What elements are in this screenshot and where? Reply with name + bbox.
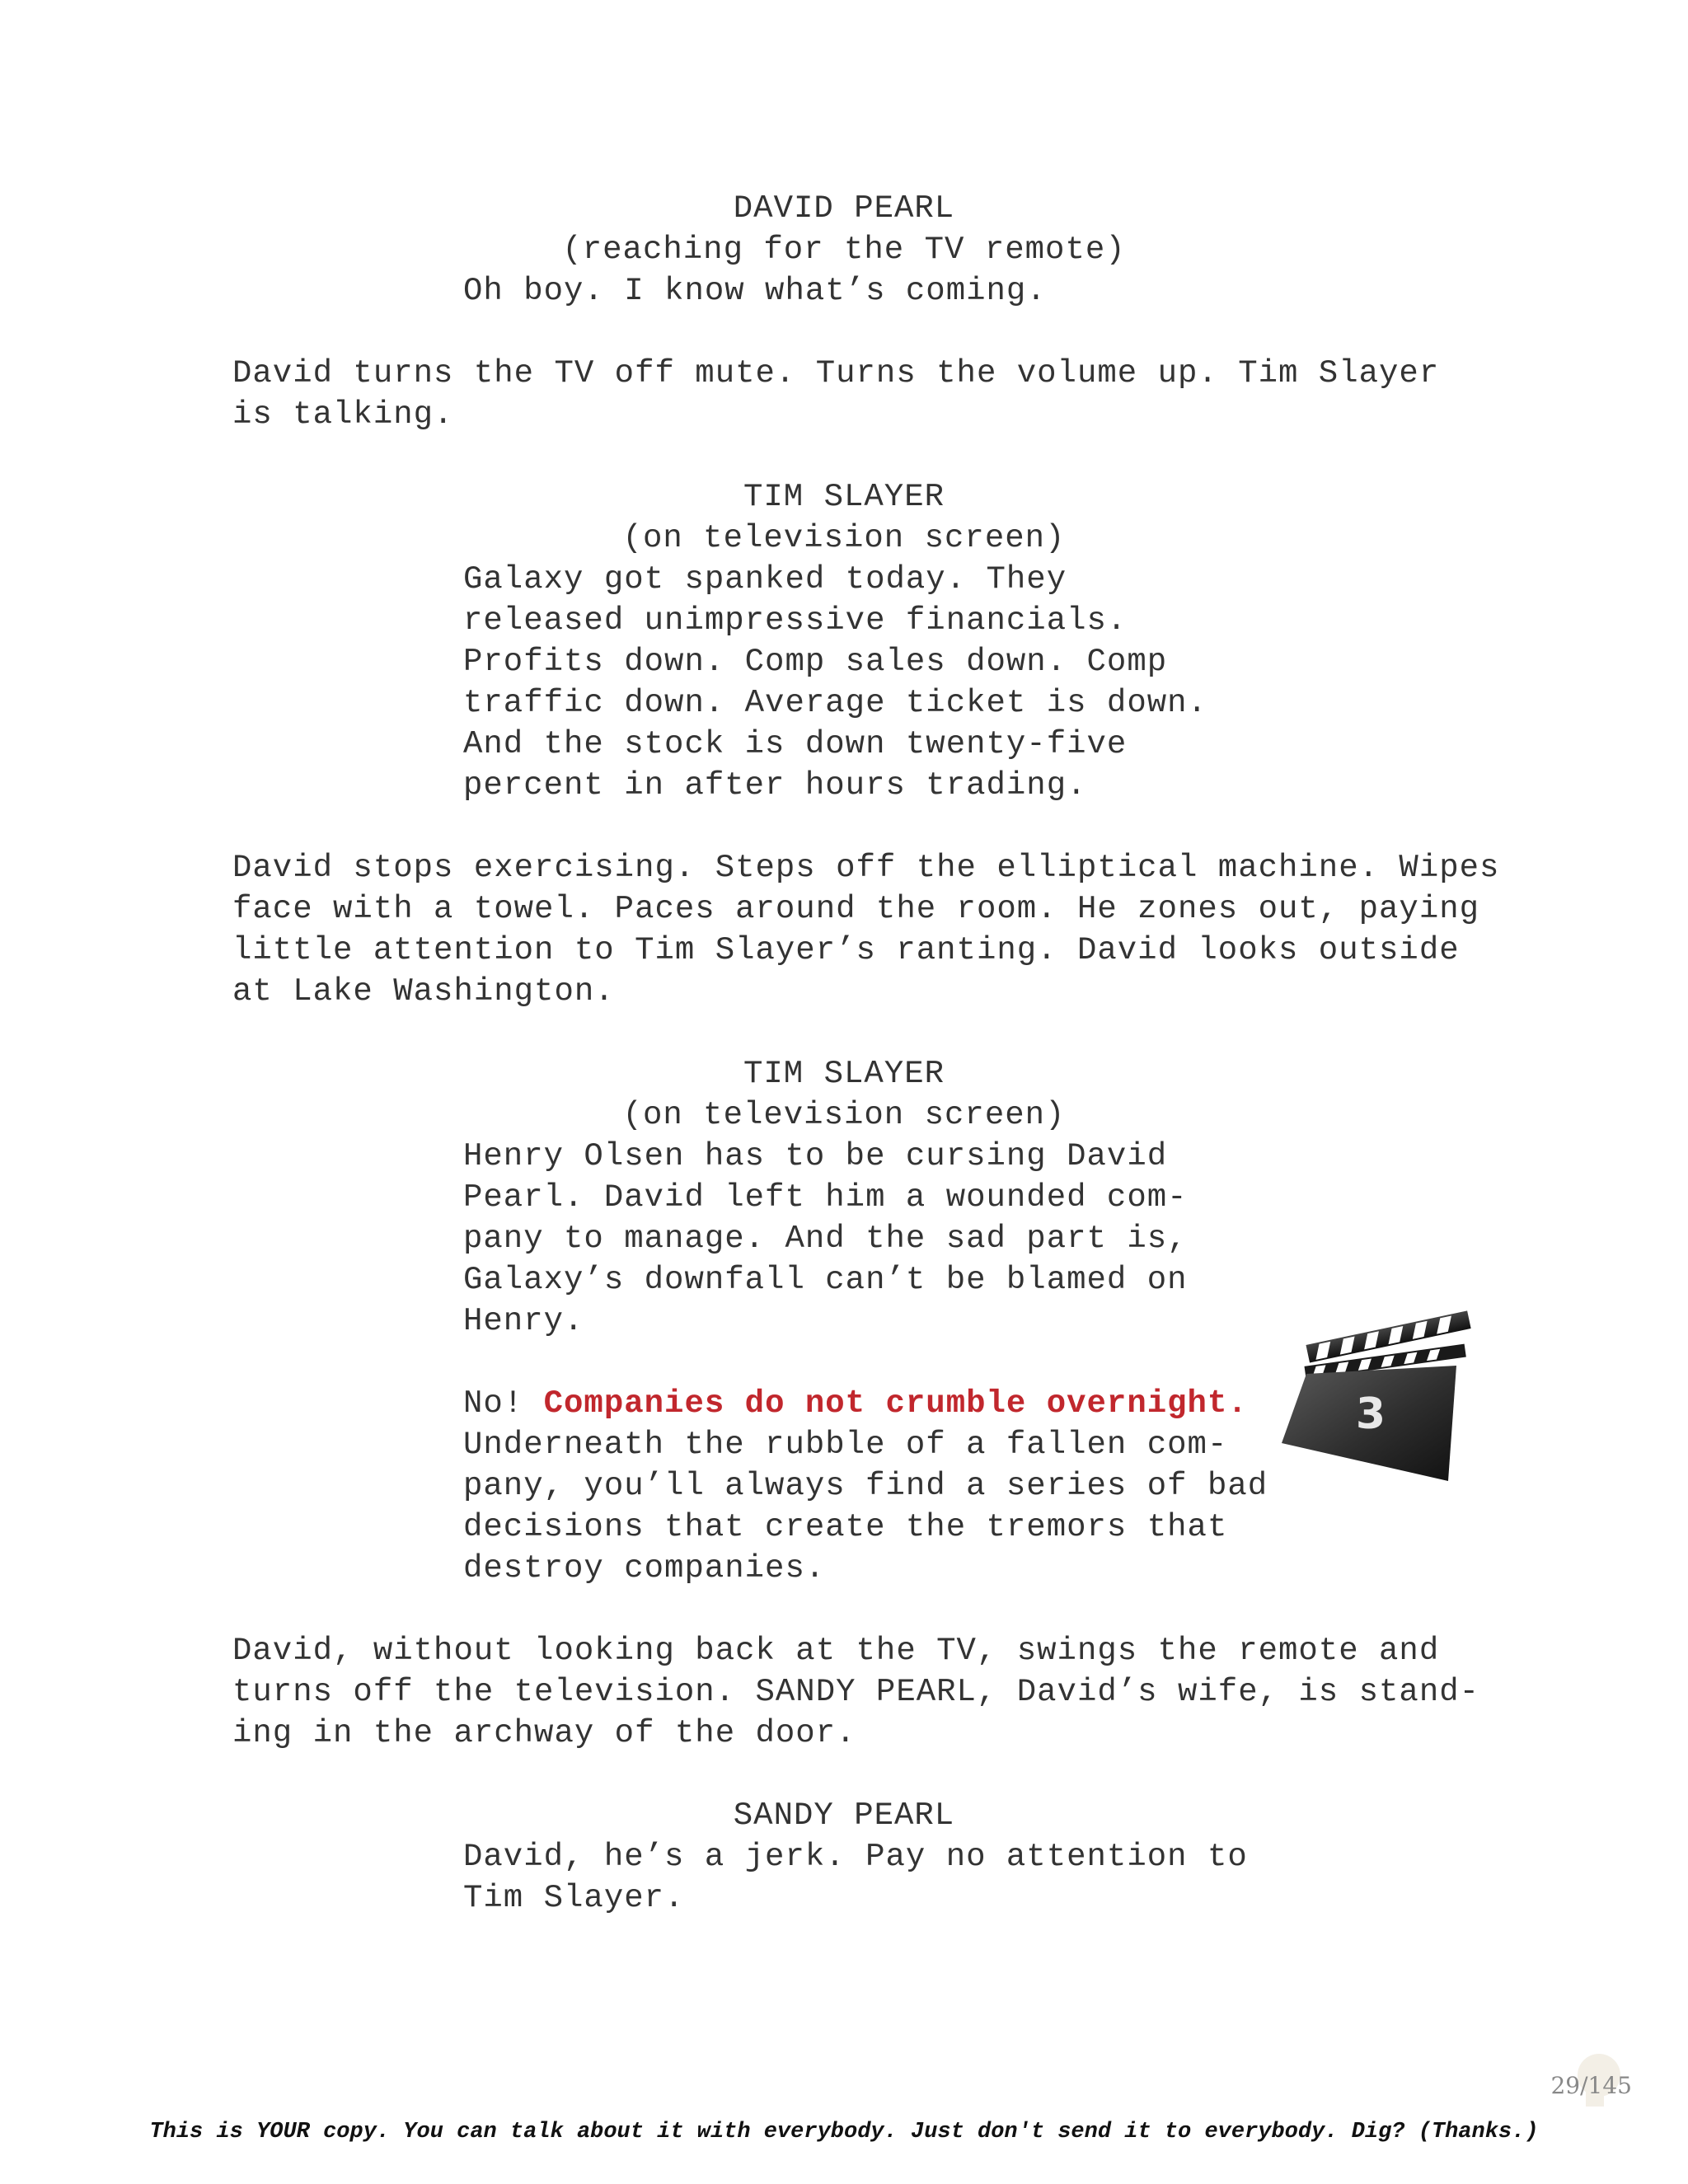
character-name: DAVID PEARL [733,190,955,227]
action-line: David turns the TV off mute. Turns the volume up. Tim Slayer [232,355,1440,391]
highlighted-quote: Companies do not crumble overnight. [543,1385,1248,1422]
footer-notice: This is YOUR copy. You can talk about it with everybody. Just don't send it to everybody. Dig? (Thanks.) [149,2120,1539,2144]
dialogue-line: Profits down. Comp sales down. Comp [463,644,1168,680]
character-name: TIM SLAYER [743,1056,945,1092]
action-line: ing in the archway of the door. [232,1715,856,1751]
dialogue-line: pany to manage. And the sad part is, [463,1221,1188,1257]
parenthetical: (on television screen) [622,1097,1066,1133]
action-line: David stops exercising. Steps off the elliptical machine. Wipes [232,850,1500,886]
dialogue-prefix: No! [463,1385,524,1422]
dialogue-line: Tim Slayer. [463,1880,685,1916]
page-number: 29/145 [1550,2072,1632,2099]
character-name: TIM SLAYER [743,479,945,515]
clapperboard-icon[interactable] [1273,1298,1488,1496]
dialogue-line: pany, you’ll always find a series of bad [463,1468,1268,1504]
page-number-area [1517,2052,1632,2110]
dialogue-line: Galaxy got spanked today. They [463,561,1067,598]
parenthetical: (reaching for the TV remote) [562,232,1126,268]
dialogue-line: percent in after hours trading. [463,767,1087,804]
dialogue-line: Galaxy’s downfall can’t be blamed on [463,1262,1188,1298]
dialogue-line: And the stock is down twenty-five [463,726,1128,762]
dialogue-line: Oh boy. I know what’s coming. [463,273,1047,309]
dialogue-line: Pearl. David left him a wounded com- [463,1179,1188,1216]
dialogue-line: destroy companies. [463,1550,826,1586]
dialogue-line: decisions that create the tremors that [463,1509,1228,1545]
dialogue-line: Underneath the rubble of a fallen com- [463,1427,1228,1463]
dialogue-line: David, he’s a jerk. Pay no attention to [463,1839,1248,1875]
action-line: face with a towel. Paces around the room. He zones out, paying [232,891,1480,927]
dialogue-line: traffic down. Average ticket is down. [463,685,1207,721]
parenthetical: (on television screen) [622,520,1066,556]
action-line: little attention to Tim Slayer’s ranting. David looks outside [232,932,1460,968]
action-line: is talking. [232,396,454,433]
clapper-number: 3 [1355,1390,1386,1439]
action-line: turns off the television. SANDY PEARL, David’s wife, is stand- [232,1674,1480,1710]
dialogue-line: Henry. [463,1303,584,1339]
dialogue-line: Henry Olsen has to be cursing David [463,1138,1168,1174]
dialogue-emphasis-line [463,1383,1248,1424]
action-line: David, without looking back at the TV, swings the remote and [232,1633,1440,1669]
dialogue-line: released unimpressive financials. [463,602,1128,639]
character-name: SANDY PEARL [733,1797,955,1834]
action-line: at Lake Washington. [232,973,615,1010]
